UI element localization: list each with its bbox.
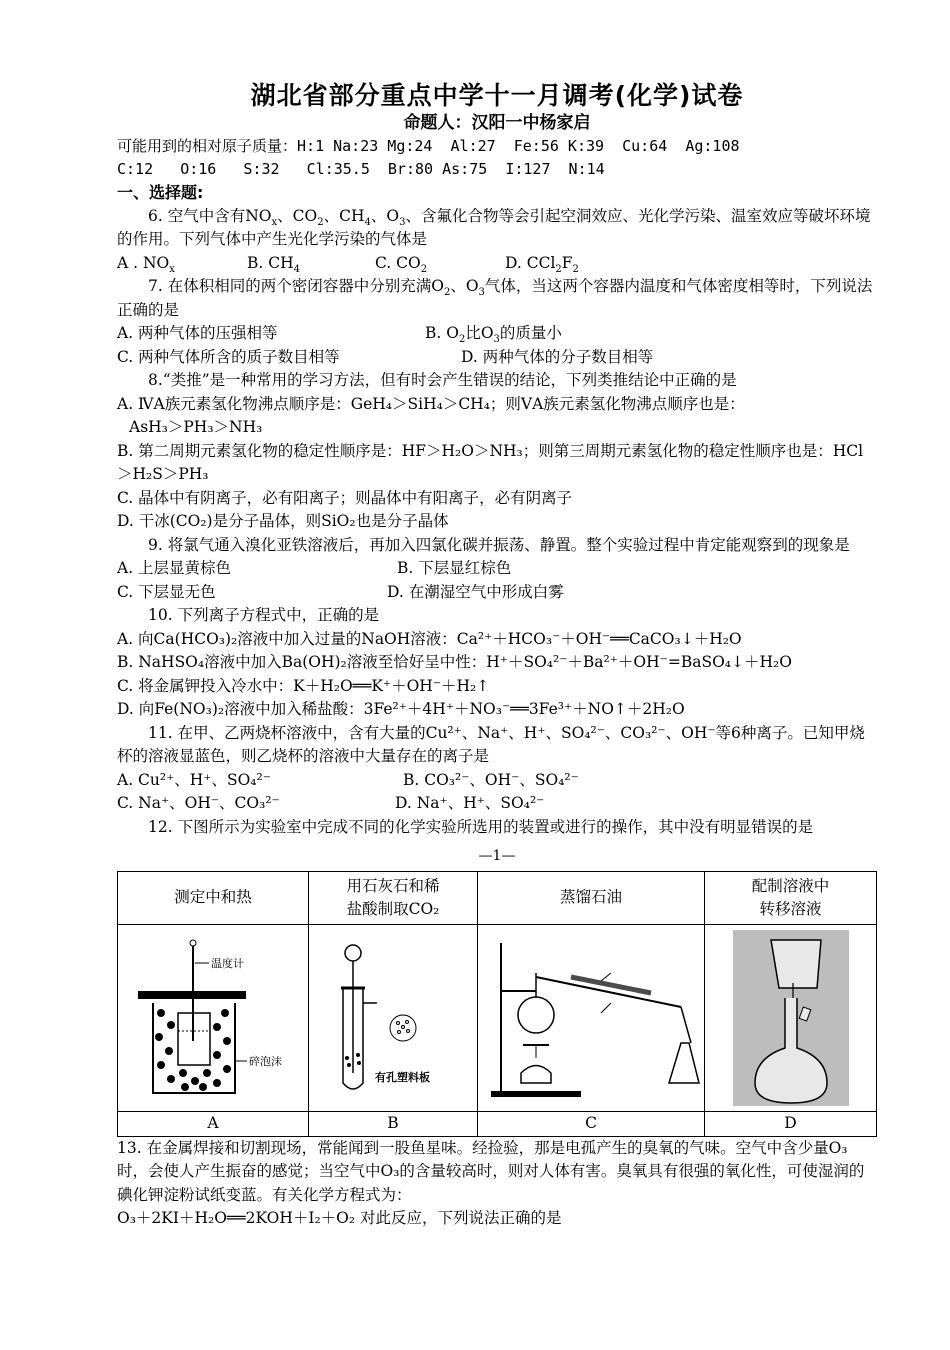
option-b[interactable]: B. 第二周期元素氢化物的稳定性顺序是：HF＞H₂O＞NH₃；则第三周期元素氢化物的稳定性顺序也是：HCl＞H₂S＞PH₃ <box>117 441 864 483</box>
apparatus-table <box>117 871 877 1137</box>
option-c[interactable]: C. 两种气体所含的质子数目相等 <box>117 347 340 366</box>
plastic-plate-label: 有孔塑料板 <box>375 1070 430 1084</box>
question-9-stem: 9. 将氯气通入溴化亚铁溶液后，再加入四氯化碳并振荡、静置。整个实验过程中肯定能观察到的现象是 <box>148 535 850 554</box>
exam-page <box>117 80 877 1231</box>
label-c: C <box>478 1111 705 1136</box>
option-a[interactable]: A. 上层显黄棕色 <box>117 559 232 577</box>
atomic-masses-line2: C:12 O:16 S:32 Cl:35.5 Br:80 As:75 I:127 N:14 <box>117 160 605 178</box>
figure-d-transfer-solution <box>705 924 877 1111</box>
question-11-stem: 11. 在甲、乙两烧杯溶液中，含有大量的Cu²⁺、Na⁺、H⁺、SO₄²⁻、CO₃²⁻、OH⁻等6种离子。已知甲烧杯的溶液显蓝色，则乙烧杯的溶液中大量存在的离子是 <box>117 723 865 765</box>
option-c[interactable]: C. 将金属钾投入冷水中：K＋H₂O══K⁺＋OH⁻＋H₂↑ <box>117 676 490 695</box>
option-a[interactable]: A. Cu²⁺、H⁺、SO₄²⁻ <box>117 770 271 789</box>
option-c[interactable]: C. 晶体中有阴离子，必有阳离子；则晶体中有阳离子，必有阴离子 <box>117 488 573 507</box>
question-7-options-ab <box>117 322 877 346</box>
option-a[interactable]: A. 两种气体的压强相等 <box>117 324 278 342</box>
option-b[interactable]: B. $O_2$比$O_3$的质量小 <box>425 324 562 346</box>
question-11-options-ab <box>117 769 877 793</box>
header-c: 蒸馏石油 <box>478 871 705 924</box>
figure-c-distillation <box>478 924 705 1111</box>
option-d[interactable]: D. 在潮湿空气中形成白雾 <box>387 582 564 601</box>
exam-title: 湖北省部分重点中学十一月调考(化学)试卷 <box>250 81 744 110</box>
exam-author: 命题人：汉阳一中杨家启 <box>403 113 591 133</box>
option-a-continued: AsH₃＞PH₃＞NH₃ <box>129 418 263 436</box>
option-a[interactable]: A. 向Ca(HCO₃)₂溶液中加入过量的NaOH溶液：Ca²⁺＋HCO₃⁻＋OH⁻══CaCO₃↓＋H₂O <box>117 629 742 648</box>
option-d[interactable]: D. $CCl_2F_2$ <box>505 253 579 275</box>
header-a: 测定中和热 <box>118 871 309 924</box>
question-7-options-cd <box>117 346 877 370</box>
option-d[interactable]: D. 两种气体的分子数目相等 <box>461 347 654 366</box>
thermometer-label: 温度计 <box>211 956 244 970</box>
figure-b-gas-generator <box>309 924 478 1111</box>
question-13-stem: 13. 在金属焊接和切割现场，常能闻到一股鱼星味。经捡验，那是电孤产生的臭氧的气味。空气中含少量O₃时，会使人产生振奋的感觉；当空气中O₃的含量较高时，则对人体有害。臭氧具有很强的氧化性，可使湿润的碘化钾淀粉试纸变蓝。有关化学方程式为： <box>117 1138 865 1204</box>
option-b[interactable]: B. CO₃²⁻、OH⁻、SO₄²⁻ <box>403 770 579 789</box>
label-d: D <box>705 1111 877 1136</box>
atomic-masses-line1: 可能用到的相对原子质量：H:1 Na:23 Mg:24 Al:27 Fe:56 K:39 Cu:64 Ag:108 <box>117 137 740 155</box>
header-b: 用石灰石和稀 盐酸制取CO₂ <box>309 871 478 924</box>
option-d[interactable]: D. 向Fe(NO₃)₂溶液中加入稀盐酸：3Fe²⁺＋4H⁺＋NO₃⁻══3Fe³⁺＋NO↑＋2H₂O <box>117 700 685 718</box>
question-6-stem: 6. 空气中含有$NO_x$、$CO_2$、$CH_4$、$O_3$、含氟化合物等会引起空洞效应、光化学污染、温室效应等破坏环境的作用。下列气体中产生光化学污染的气体是 <box>117 206 871 248</box>
figure-a-calorimeter <box>118 924 309 1111</box>
label-a: A <box>118 1111 309 1136</box>
question-9-options-cd <box>117 581 877 605</box>
question-12-stem: 12. 下图所示为实验室中完成不同的化学实验所选用的装置或进行的操作，其中没有明显错误的是 <box>148 817 814 836</box>
question-6-options <box>117 252 877 276</box>
option-d[interactable]: D. 干冰(CO₂)是分子晶体，则SiO₂也是分子晶体 <box>117 512 449 530</box>
foam-label: 碎泡沫 <box>249 1054 282 1068</box>
question-8-stem: 8.“类推”是一种常用的学习方法，但有时会产生错误的结论，下列类推结论中正确的是 <box>148 371 737 389</box>
option-c[interactable]: C. Na⁺、OH⁻、CO₃²⁻ <box>117 794 280 812</box>
option-a[interactable]: A. ⅣA族元素氢化物沸点顺序是：GeH₄＞SiH₄＞CH₄；则ⅤA族元素氢化物沸点顺序也是： <box>117 394 745 413</box>
option-b[interactable]: B. NaHSO₄溶液中加入Ba(OH)₂溶液至恰好呈中性：H⁺＋SO₄²⁻＋Ba²⁺＋OH⁻=BaSO₄↓＋H₂O <box>117 653 792 671</box>
label-b: B <box>309 1111 478 1136</box>
option-b[interactable]: B. 下层显红棕色 <box>397 559 512 577</box>
question-10-stem: 10. 下列离子方程式中，正确的是 <box>148 606 380 624</box>
option-b[interactable]: B. $CH_4$ <box>247 253 300 275</box>
question-11-options-cd <box>117 792 877 816</box>
header-d: 配制溶液中 转移溶液 <box>705 871 877 924</box>
option-d[interactable]: D. Na⁺、H⁺、SO₄²⁻ <box>395 794 545 812</box>
option-c[interactable]: C. $CO_2$ <box>375 253 428 275</box>
page-number: —1— <box>478 848 516 864</box>
question-7-stem: 7. 在体积相同的两个密闭容器中分别充满$O_2$、$O_3$气体，当这两个容器内温度和气体密度相等时，下列说法正确的是 <box>117 277 873 319</box>
question-9-options-ab <box>117 557 877 581</box>
question-13-equation: O₃＋2KI＋H₂O══2KOH＋I₂＋O₂ 对此反应，下列说法正确的是 <box>117 1209 562 1227</box>
option-a[interactable]: A . $NO_x$ <box>117 253 175 275</box>
option-c[interactable]: C. 下层显无色 <box>117 582 216 601</box>
section-heading: 一、选择题: <box>117 183 204 202</box>
